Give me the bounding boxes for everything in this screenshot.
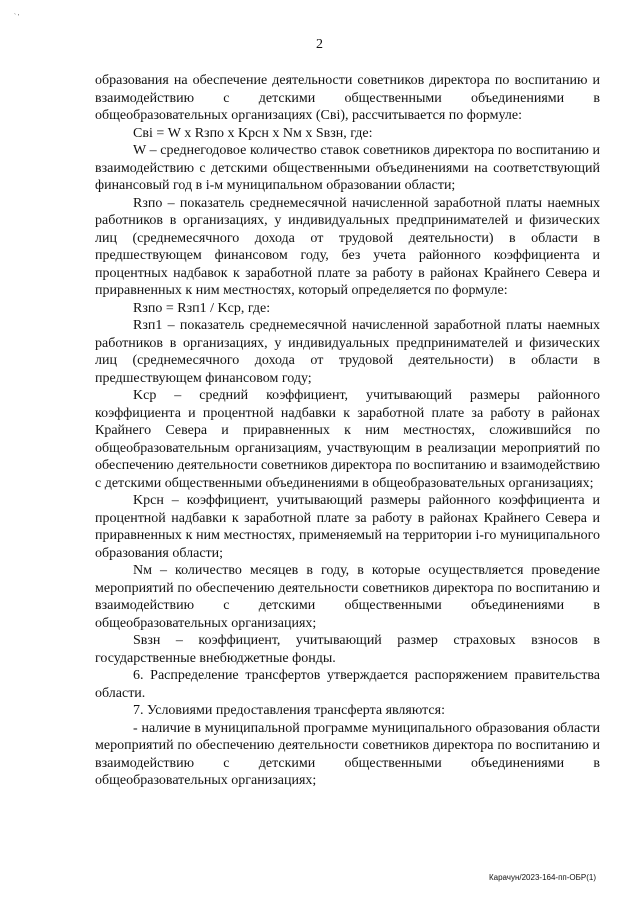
paragraph-condition-1: - наличие в муниципальной программе муниципального образования области мероприятий по обеспечению деятельности советников директора по воспитанию и взаимодействию с детскими общественными объединениями в общеобразовательных организациях; (95, 720, 600, 788)
paragraph-item-6: 6. Распределение трансфертов утверждается распоряжением правительства области. (95, 668, 600, 701)
paragraph-w-definition: W – среднегодовое количество ставок советников директора по воспитанию и взаимодействию с детскими общественными объединениями на соответствующий финансовый год в і-м муниципальном образовании области; (95, 143, 600, 193)
paragraph-krsn-definition: Kрсн – коэффициент, учитывающий размеры районного коэффициента и процентной надбавки к заработной плате за работу в районах Крайнего Севера и приравненных к ним местностях, применяемый на территории і-го муниципального образования области; (95, 493, 600, 561)
paragraph-kcp-definition: Kср – средний коэффициент, учитывающий размеры районного коэффициента и процентной надбавки к заработной плате за работу в районах Крайнего Севера и приравненных к ним местностях, сложившийся по общеобразовательным организациям, участвующим в реализации мероприятий по обеспечению деятельности советников директора по воспитанию и взаимодействию с детскими общественными объединениями в общеобразовательных организациях; (95, 388, 600, 491)
paragraph-nm-definition: Nм – количество месяцев в году, в которые осуществляется проведение мероприятий по обеспечению деятельности советников директора по воспитанию и взаимодействию с детскими общественными объединениями в общеобразовательных организациях; (95, 563, 600, 631)
paragraph-rzpo-definition: Rзпо – показатель среднемесячной начисленной заработной платы наемных работников в организациях, у индивидуальных предпринимателей и физических лиц (среднемесячного дохода от трудовой деятельности) в области в предшествующем финансовом году, без учета районного коэффициента и процентных надбавок к заработной плате за работу в районах Крайнего Севера и приравненных к ним местностях, который определяется по формуле: (95, 195, 600, 298)
document-code: Карачун/2023-164-пп-ОБР(1) (488, 873, 596, 882)
paragraph-svzn-definition: Sвзн – коэффициент, учитывающий размер страховых взносов в государственные внебюджетные фонды. (95, 633, 600, 666)
paragraph-continuation: образования на обеспечение деятельности советников директора по воспитанию и взаимодействию с детскими общественными объединениями в общеобразовательных организациях (Сві), рассчитывается по формуле: (95, 73, 600, 123)
paragraph-rzp1-definition: Rзп1 – показатель среднемесячной начисленной заработной платы наемных работников в организациях, у индивидуальных предпринимателей и физических лиц (среднемесячного дохода от трудовой деятельности) в области в предшествующем финансовом году; (95, 318, 600, 386)
document-body (95, 72, 600, 790)
page-number: 2 (316, 37, 323, 52)
formula-rzpo: Rзпо = Rзп1 / Kср, где: (133, 300, 271, 316)
scan-speck: ` ’ (14, 14, 20, 20)
paragraph-item-7: 7. Условиями предоставления трансферта являются: (133, 703, 445, 718)
formula-svi: Сві = W x Rзпо x Kрсн x Nм x Sвзн, где: (133, 125, 373, 141)
